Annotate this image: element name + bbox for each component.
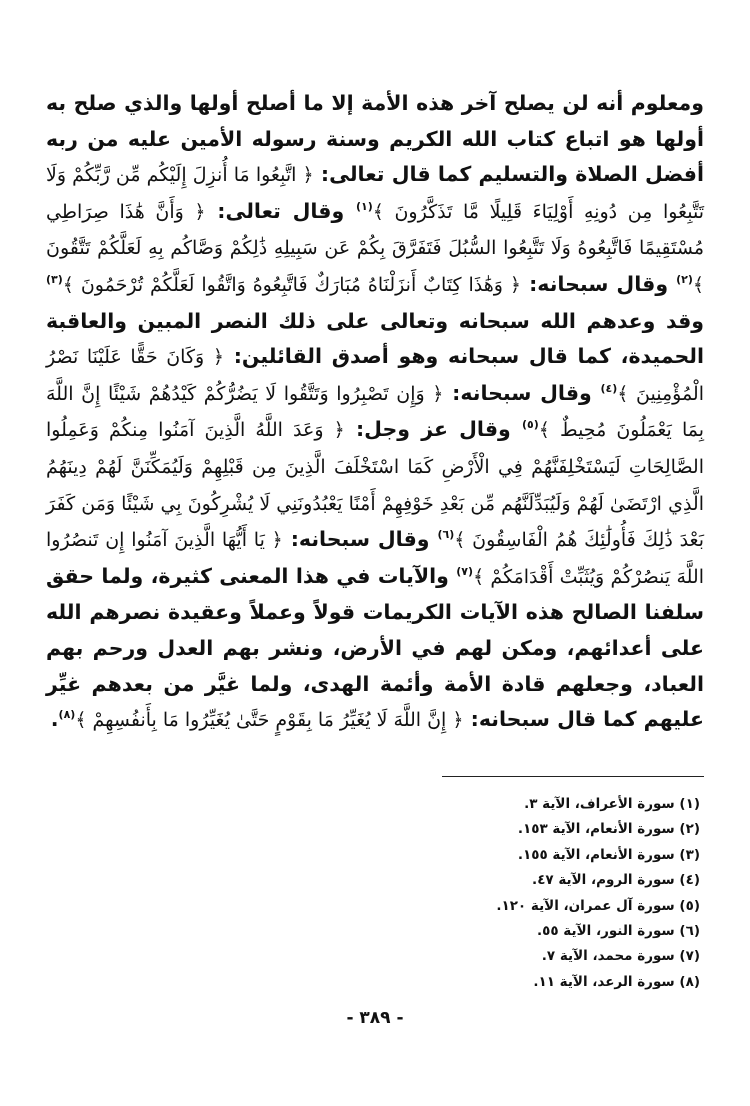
- quran-verse: ﴿ وَإِن تَصْبِرُوا وَتَتَّقُوا لَا يَضُرُّكُمْ كَيْدُهُمْ شَيْئًا إِنَّ اللَّهَ بِمَا يَعْمَلُونَ مُحِيطٌ ﴾: [46, 382, 705, 442]
- paragraph-text: وقد وعدهم الله سبحانه وتعالى على ذلك النصر المبين والعاقبة الحميدة، كما قال سبحانه وهو أصدق القائلين:: [46, 308, 704, 369]
- footnote-marker: (٧): [456, 564, 474, 578]
- footnote-item: (١) سورة الأعراف، الآية ٣.: [524, 796, 700, 812]
- footnote-marker: (٥): [522, 418, 539, 432]
- closing-period: .: [50, 707, 59, 732]
- paragraph-text: وقال سبحانه:: [529, 271, 669, 296]
- quran-verse: ﴿ وَعَدَ اللَّهُ الَّذِينَ آمَنُوا مِنكُمْ وَعَمِلُوا الصَّالِحَاتِ لَيَسْتَخْلِفَنَّهُمْ فِي الْأَرْضِ كَمَا اسْتَخْلَفَ الَّذِينَ مِن قَبْلِهِمْ وَلَيُمَكِّنَنَّ لَهُمْ دِينَهُمُ الَّذِي ارْتَضَىٰ لَهُمْ وَلَيُبَدِّلَنَّهُم مِّن بَعْدِ خَوْفِهِمْ أَمْنًا يَعْبُدُونَنِي لَا يُشْرِكُونَ بِي شَيْئًا وَمَن كَفَرَ بَعْدَ ذَٰلِكَ فَأُولَٰئِكَ هُمُ الْفَاسِقُونَ ﴾: [46, 419, 705, 552]
- footnote-marker: (١): [355, 199, 373, 213]
- paragraph-text: وقال سبحانه:: [452, 380, 592, 405]
- footnote-divider: [442, 776, 704, 777]
- quran-verse: ﴿ وَهَٰذَا كِتَابٌ أَنزَلْنَاهُ مُبَارَكٌ فَاتَّبِعُوهُ وَاتَّقُوا لَعَلَّكُمْ تُرْحَمُونَ ﴾: [62, 273, 522, 296]
- quran-verse: ﴿ اتَّبِعُوا مَا أُنزِلَ إِلَيْكُم مِّن رَّبِّكُمْ وَلَا تَتَّبِعُوا مِن دُونِهِ أَوْلِيَاءَ قَلِيلًا مَّا تَذَكَّرُونَ ﴾: [46, 164, 704, 223]
- footnote-item: (٢) سورة الأنعام، الآية ١٥٣.: [517, 821, 700, 838]
- paragraph-text: وقال تعالى:: [217, 198, 345, 223]
- paragraph-text: ومعلوم أنه لن يصلح آخر هذه الأمة إلا ما أصلح أولها والذي صلح به أولها هو اتباع كتاب الله الكريم وسنة رسوله الأمين عليه من ربه أفضل الصلاة والتسليم كما قال تعالى:: [46, 91, 704, 187]
- footnotes-list: [496, 792, 700, 995]
- footnote-marker: (٢): [676, 273, 693, 287]
- paragraph-text: وقال سبحانه:: [290, 527, 430, 552]
- footnote-item: (٤) سورة الروم، الآية ٤٧.: [532, 872, 700, 889]
- footnote-marker: (٨): [58, 708, 76, 722]
- footnote-marker: (٤): [600, 381, 618, 395]
- footnote-item: (٣) سورة الأنعام، الآية ١٥٥.: [517, 846, 700, 863]
- paragraph-text: والآيات في هذا المعنى كثيرة، ولما حقق سلفنا الصالح هذه الآيات الكريمات قولاً وعملاً وعقيدة نصرهم الله على أعدائهم، ومكن لهم في الأرض، ونشر بهم العدل ورحم بهم العباد، وجعلهم قادة الأمة وأئمة الهدى، ولما غيَّر من بعدهم غيِّر عليهم كما قال سبحانه:: [46, 563, 704, 732]
- quran-verse: ﴿ وَأَنَّ هَٰذَا صِرَاطِي مُسْتَقِيمًا فَاتَّبِعُوهُ وَلَا تَتَّبِعُوا السُّبُلَ فَتَفَرَّقَ بِكُمْ عَن سَبِيلِهِ ذَٰلِكُمْ وَصَّاكُم بِهِ لَعَلَّكُمْ تَتَّقُونَ ﴾: [46, 200, 705, 296]
- footnote-item: (٧) سورة محمد، الآية ٧.: [541, 948, 700, 965]
- footnote-item: (٥) سورة آل عمران، الآية ١٢٠.: [496, 897, 700, 914]
- main-text: [46, 86, 704, 739]
- footnote-marker: (٣): [46, 273, 63, 287]
- page-number: - ٣٨٩ -: [346, 1008, 404, 1028]
- quran-verse: ﴿ إِنَّ اللَّهَ لَا يُغَيِّرُ مَا بِقَوْمٍ حَتَّىٰ يُغَيِّرُوا مَا بِأَنفُسِهِمْ ﴾: [75, 709, 464, 732]
- paragraph-text: وقال عز وجل:: [355, 417, 511, 442]
- footnote-item: (٨) سورة الرعد، الآية ١١.: [533, 973, 700, 990]
- quran-verse: ﴿ وَكَانَ حَقًّا عَلَيْنَا نَصْرُ الْمُؤْمِنِينَ ﴾: [46, 346, 705, 405]
- footnote-marker: (٦): [437, 528, 455, 542]
- footnote-item: (٦) سورة النور، الآية ٥٥.: [536, 923, 700, 940]
- quran-verse: ﴿ يَا أَيُّهَا الَّذِينَ آمَنُوا إِن تَنصُرُوا اللَّهَ يَنصُرْكُمْ وَيُثَبِّتْ أَقْدَامَكُمْ ﴾: [46, 529, 704, 588]
